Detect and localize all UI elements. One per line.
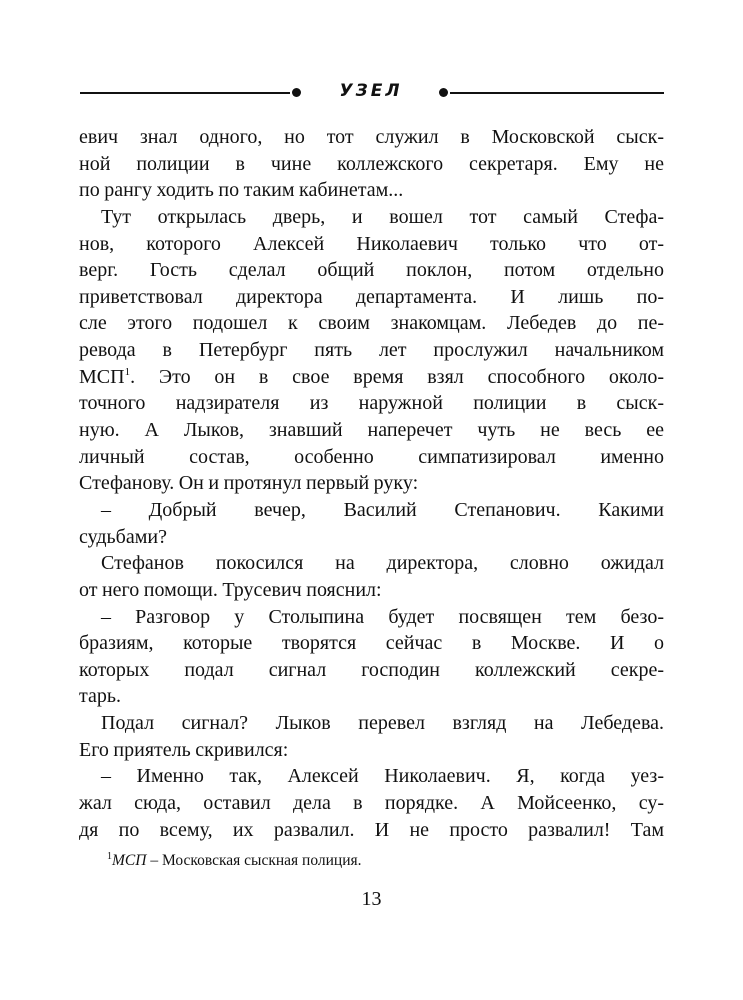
footnote-marker: 1: [124, 365, 131, 378]
header-title: УЗЕЛ: [339, 81, 403, 101]
text-line: судьбами?: [79, 525, 167, 548]
text-line: бразиям, которые творятся сейчас в Москве. И о: [79, 632, 664, 655]
header-rule-right: [450, 92, 664, 94]
text-line: ной полиции в чине коллежского секретаря. Ему не: [79, 152, 664, 175]
text-line: нов, которого Алексей Николаевич только что от-: [79, 232, 664, 255]
text-line: – Добрый вечер, Василий Степанович. Какими: [101, 498, 664, 521]
abbreviation: МСП: [79, 365, 125, 388]
text-line: приветствовал директора департамента. И лишь по-: [79, 285, 664, 308]
header-dot-left: [292, 88, 301, 97]
page-number: 13: [361, 888, 382, 910]
text-line: по рангу ходить по таким кабинетам...: [79, 179, 404, 202]
text-line: Стефанову. Он и протянул первый руку:: [79, 472, 419, 495]
text-line: личный состав, особенно симпатизировал именно: [79, 445, 664, 468]
footnote-abbreviation: МСП: [112, 852, 147, 869]
text-line: Тут открылась дверь, и вошел тот самый Стефа-: [101, 205, 664, 228]
header-rule-left: [80, 92, 290, 94]
text-line: Его приятель скривился:: [79, 738, 289, 761]
text-line: – Разговор у Столыпина будет посвящен тем безо-: [101, 605, 664, 628]
text-line: которых подал сигнал господин коллежский секре-: [79, 658, 664, 681]
text-line: Стефанов покосился на директора, словно ожидал: [101, 552, 664, 575]
footnote: [107, 852, 362, 870]
body-text: [79, 124, 664, 843]
text-line: ревода в Петербург пять лет прослужил начальником: [79, 339, 664, 362]
running-header: [80, 82, 664, 102]
footnote-text: – Московская сыскная полиция.: [146, 852, 362, 869]
text-line: евич знал одного, но тот служил в Московской сыск-: [79, 126, 664, 148]
text-line: жал сюда, оставил дела в порядке. А Мойсеенко, су-: [79, 792, 664, 815]
footnote-number: 1: [107, 851, 112, 862]
text-line: точного надзирателя из наружной полиции в сыск-: [79, 392, 664, 415]
text-line: ную. А Лыков, знавший наперечет чуть не весь ее: [79, 419, 664, 442]
text-line: Подал сигнал? Лыков перевел взгляд на Лебедева.: [101, 712, 664, 735]
text-line: верг. Гость сделал общий поклон, потом отдельно: [79, 259, 664, 282]
text-fragment: . Это он в свое время взял способного около-: [130, 365, 664, 388]
text-line: тарь.: [79, 685, 121, 708]
header-dot-right: [439, 88, 448, 97]
text-line: дя по всему, их развалил. И не просто развалил! Там: [79, 818, 664, 841]
text-line: – Именно так, Алексей Николаевич. Я, когда уез-: [101, 765, 664, 788]
text-line-with-footnote: [79, 364, 664, 391]
text-line: от него помощи. Трусевич пояснил:: [79, 578, 382, 601]
text-line: сле этого подошел к своим знакомцам. Лебедев до пе-: [79, 312, 664, 335]
